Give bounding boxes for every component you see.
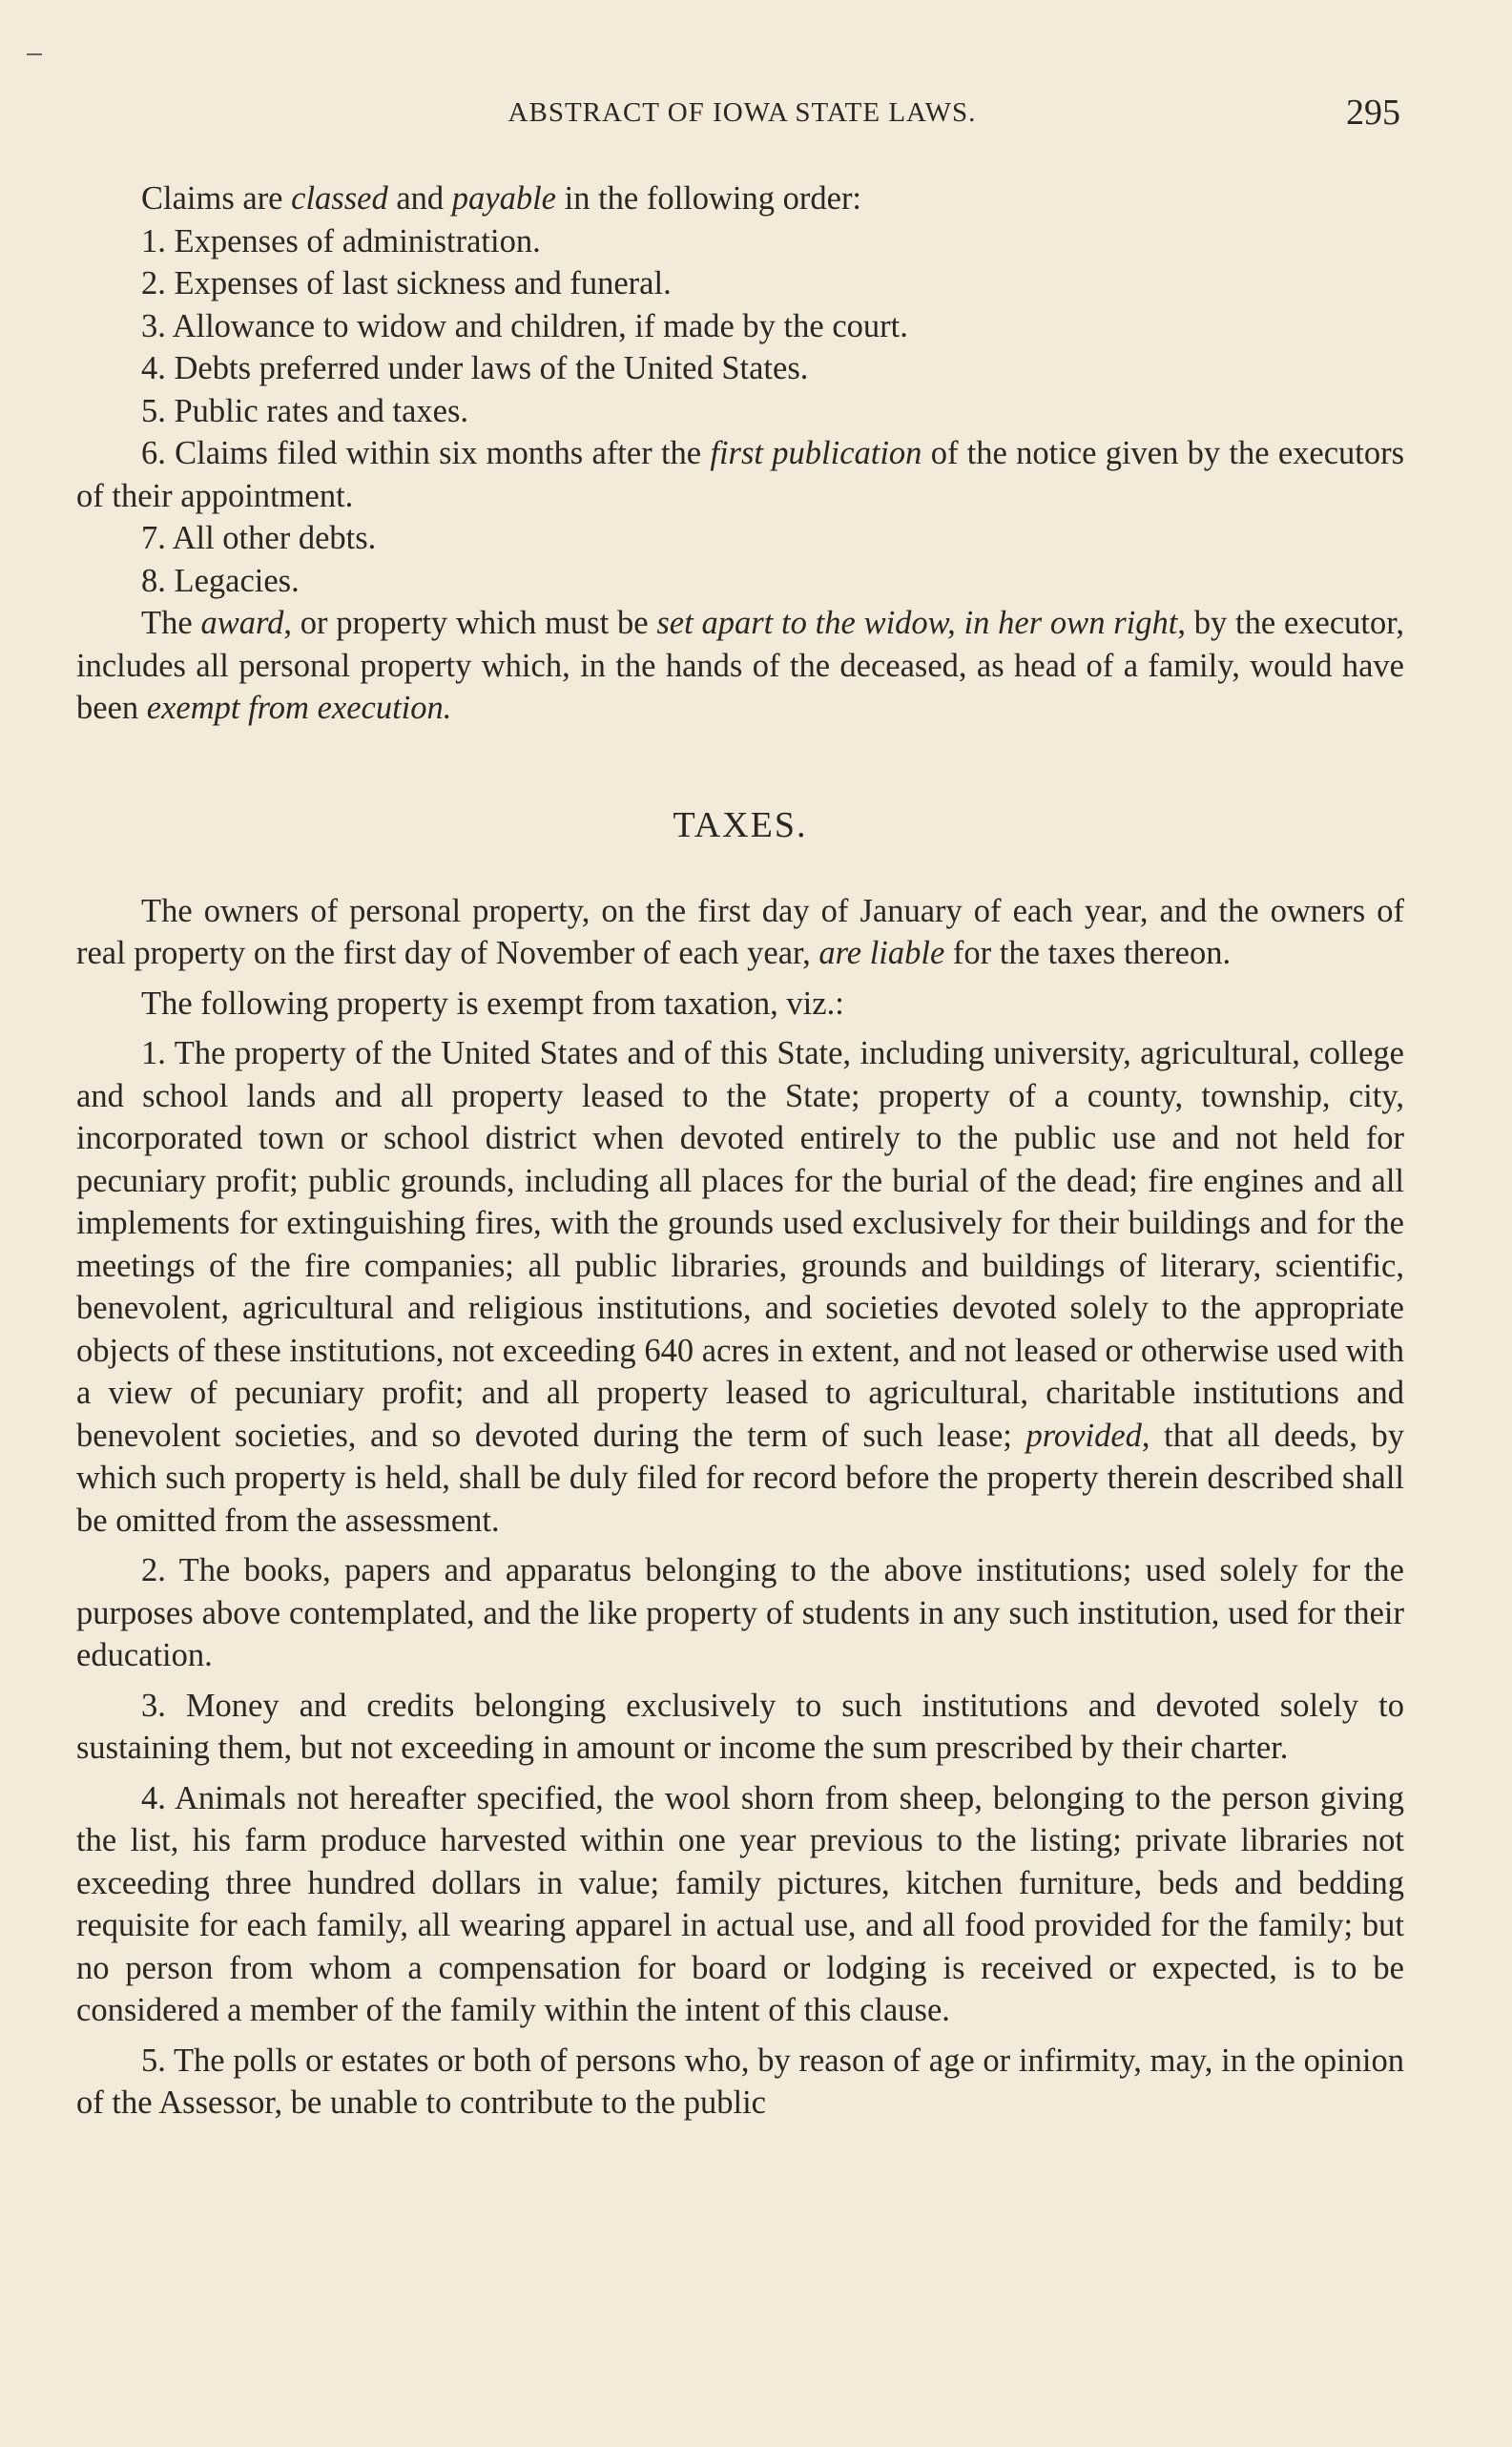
taxes-heading: TAXES. xyxy=(673,804,808,845)
claims-item-5: 5. Public rates and taxes. xyxy=(141,392,468,429)
page-number: 295 xyxy=(1346,93,1400,133)
claims-item-7: 7. All other debts. xyxy=(141,520,377,556)
payable-emphasis: payable xyxy=(451,180,556,217)
claims-item-3: 3. Allowance to widow and children, if made by the court. xyxy=(141,307,908,344)
taxes-paragraph-exempt: The following property is exempt from taxation, viz.: xyxy=(141,985,844,1022)
claims-item-1: 1. Expenses of administration. xyxy=(141,222,541,259)
award-paragraph: The award, or property which must be set apart to the widow, in her own right, by the executor, includes all personal property which, in the hands of the deceased, as head of a family, would have been exempt from execution. xyxy=(76,605,1404,726)
exempt-item-3: 3. Money and credits belonging exclusively to such institutions and devoted solely to sustaining them, but not exceeding in amount or income the sum prescribed by their charter. xyxy=(76,1687,1404,1766)
claims-intro: Claims are classed and payable in the following order: xyxy=(141,180,862,217)
page-header xyxy=(84,93,1400,145)
claims-item-6: 6. Claims filed within six months after the first publication of the notice given by the executors of their appointment. xyxy=(76,435,1405,514)
claims-item-4: 4. Debts preferred under laws of the United States. xyxy=(141,350,809,386)
page-body xyxy=(76,177,1404,2125)
margin-mark xyxy=(27,53,42,55)
exempt-item-5: 5. The polls or estates or both of persons who, by reason of age or infirmity, may, in the opinion of the Assessor, be unable to contribute to the public xyxy=(76,2042,1404,2121)
taxes-paragraph-owners: The owners of personal property, on the first day of January of each year, and the owners of real property on the first day of November of each year, are liable for the taxes thereon. xyxy=(76,892,1404,971)
claims-item-8: 8. Legacies. xyxy=(141,562,300,599)
claims-item-2: 2. Expenses of last sickness and funeral. xyxy=(141,265,672,301)
exempt-item-2: 2. The books, papers and apparatus belonging to the above institutions; used solely for the purposes above contemplated, and the like property of students in any such institution, used for their education. xyxy=(76,1552,1404,1673)
exempt-item-4: 4. Animals not hereafter specified, the wool shorn from sheep, belonging to the person giving the list, his farm produce harvested within one year previous to the listing; private libraries not exceeding three hundred dollars in value; family pictures, kitchen furniture, beds and bedding requisite for each family, all wearing apparel in actual use, and all food provided for the family; but no person from whom a compensation for board or lodging is received or expected, is to be considered a member of the family within the intent of this clause. xyxy=(76,1779,1404,2028)
classed-emphasis: classed xyxy=(291,180,388,217)
running-head: ABSTRACT OF IOWA STATE LAWS. xyxy=(507,97,977,128)
exempt-item-1: 1. The property of the United States and of this State, including university, agricultural, college and school lands and all property leased to the State; property of a county, township, city, incorporated town or school district when devoted entirely to the public use and not held for pecuniary profit; public grounds, including all places for the burial of the dead; fire engines and all implements for extinguishing fires, with the grounds used exclusively for their buildings and for the meetings of the fire companies; all public libraries, grounds and buildings of literary, scientific, benevolent, agricultural and religious institutions, and societies devoted solely to the appropriate objects of these institutions, not exceeding 640 acres in extent, and not leased or otherwise used with a view of pecuniary profit; and all property leased to agricultural, charitable institutions and benevolent societies, and so devoted during the term of such lease; provided, that all deeds, by which such property is held, shall be duly filed for record before the property therein described shall be omitted from the assessment. xyxy=(76,1035,1404,1539)
